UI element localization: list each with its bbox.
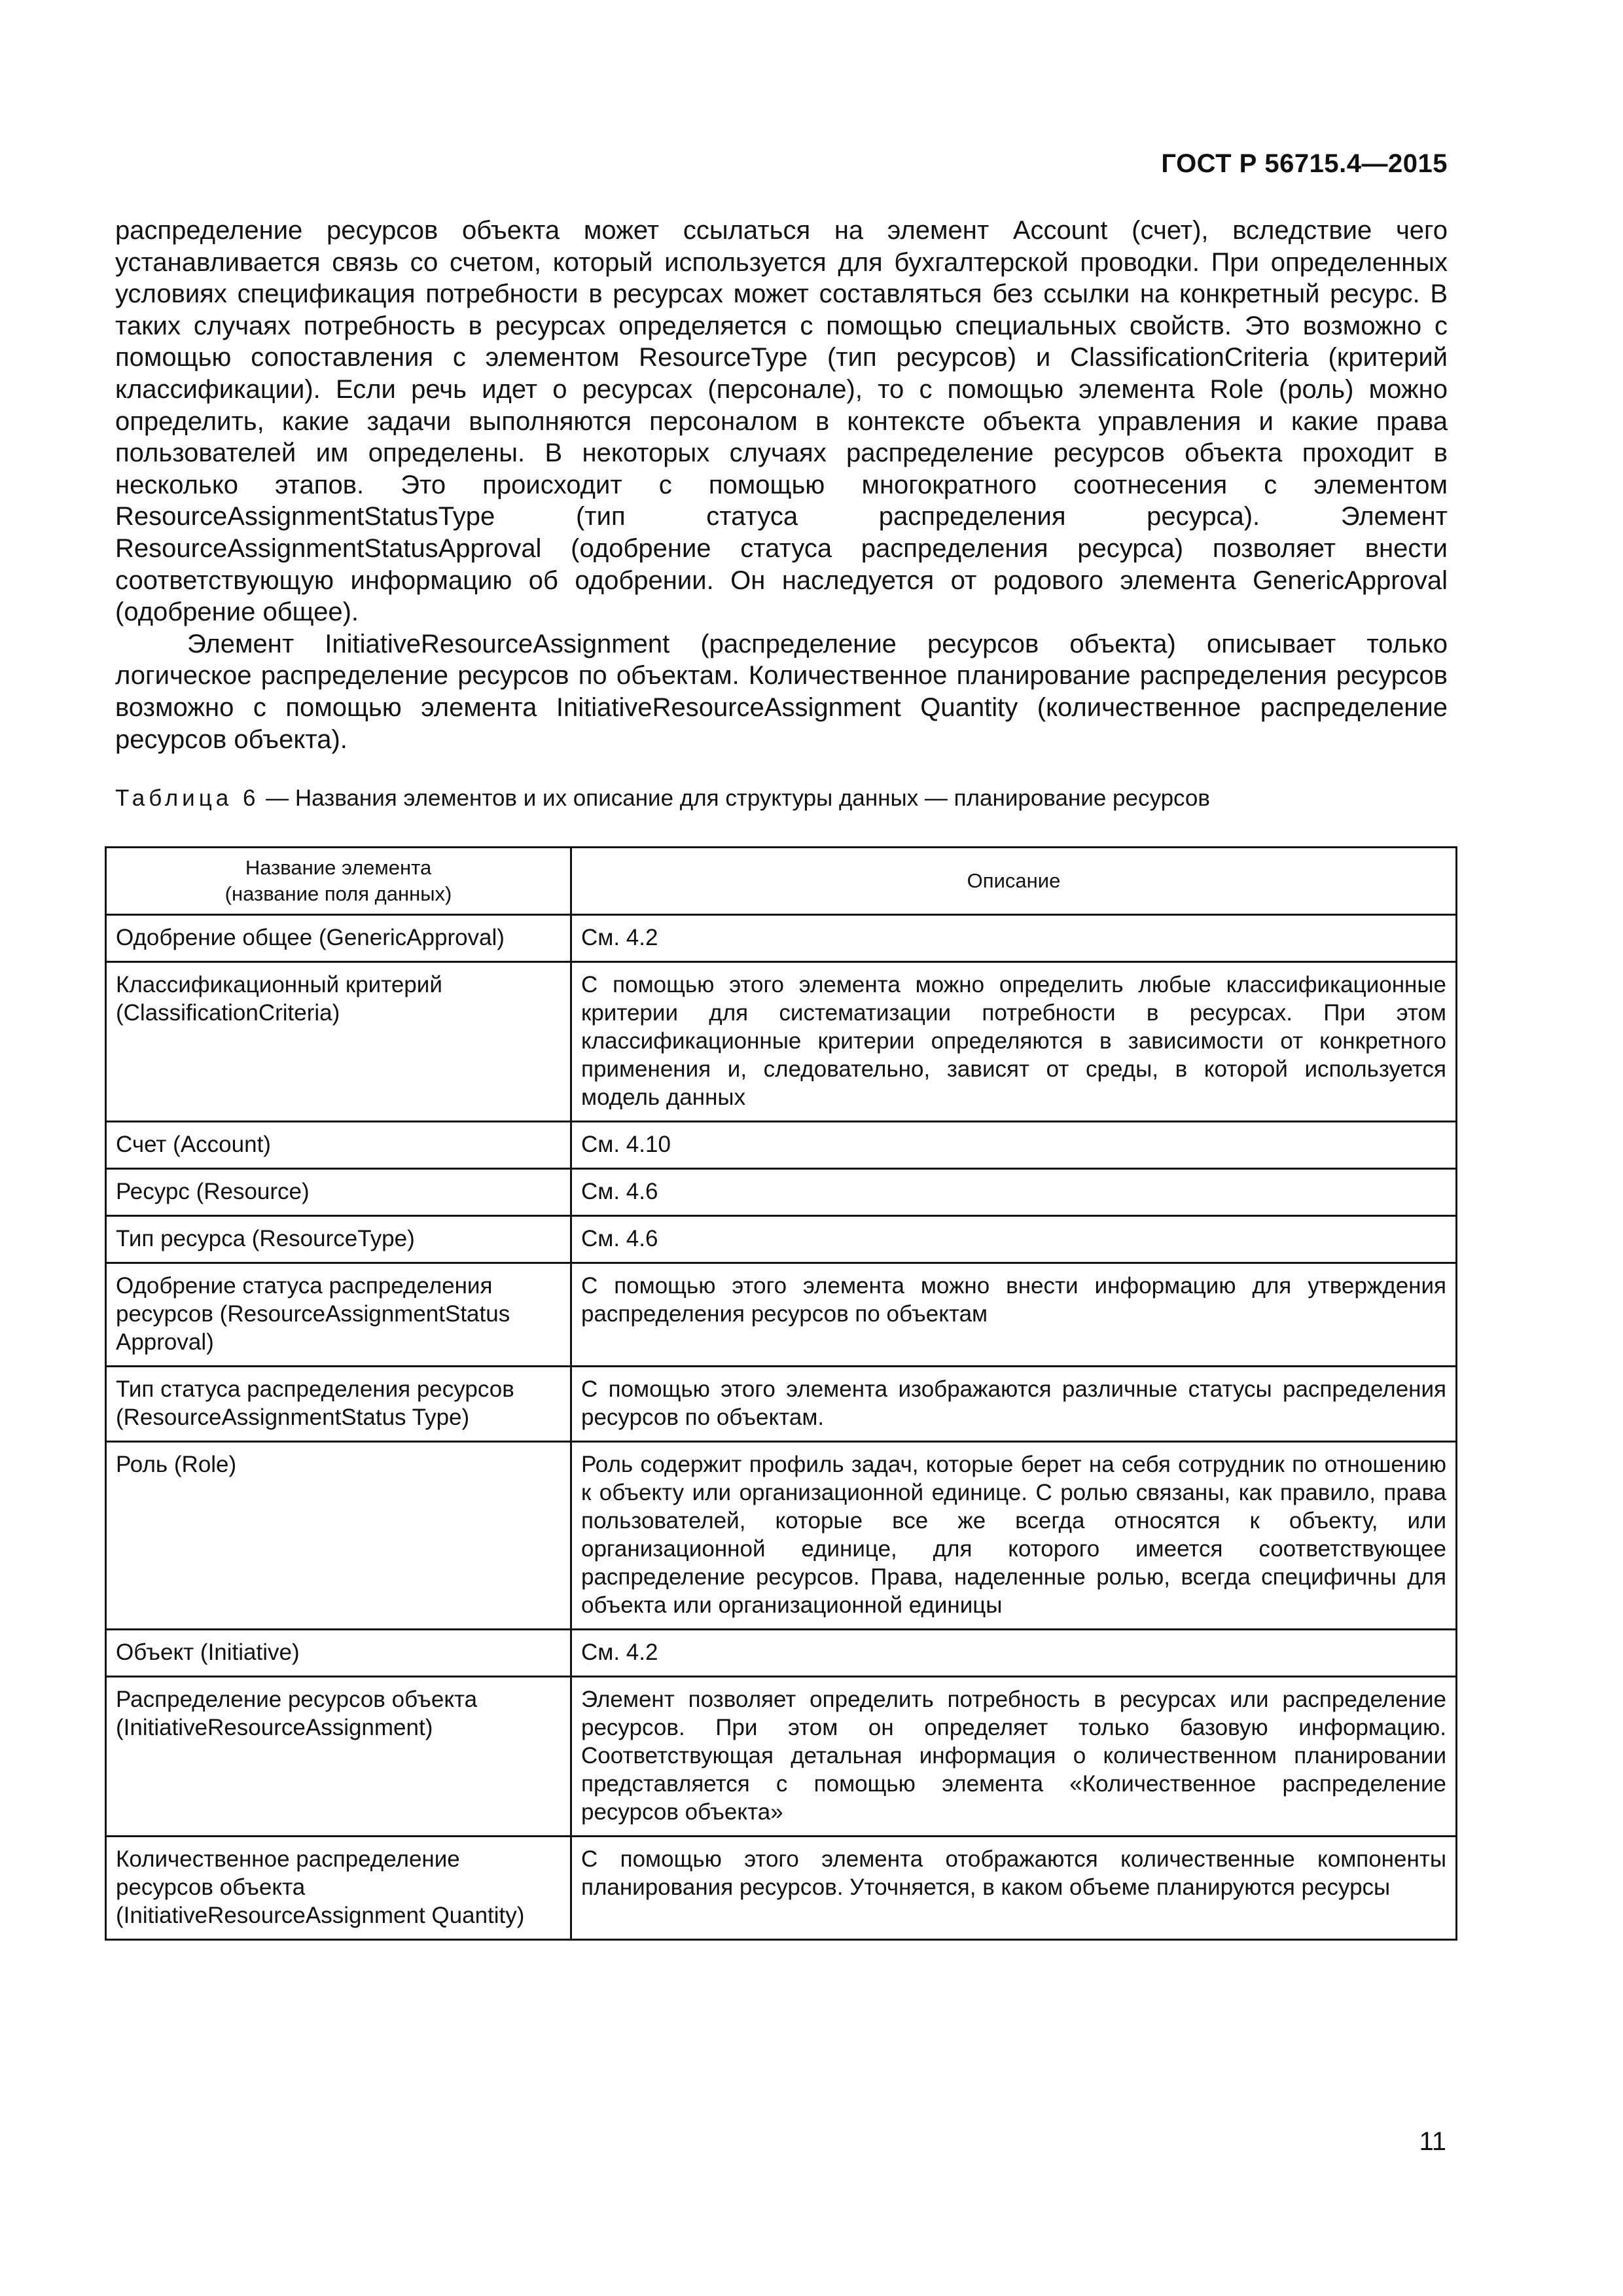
- table-caption-text: — Названия элементов и их описание для структуры данных — планирование ресурсов: [259, 785, 1210, 811]
- table-header-row: [106, 848, 1457, 915]
- element-description-cell: С помощью этого элемента отображаются количественные компоненты планирования ресурсов. Уточняется, в каком объеме планируются ресурсы: [571, 1837, 1457, 1940]
- column-header-description: Описание: [571, 848, 1457, 915]
- element-name-cell: Одобрение статуса распределения ресурсов (ResourceAssignmentStatus Approval): [106, 1263, 571, 1367]
- table-row: [106, 1263, 1457, 1367]
- element-description-cell: С помощью этого элемента можно внести информацию для утверждения распределения ресурсов по объектам: [571, 1263, 1457, 1367]
- element-name-cell: Роль (Role): [106, 1442, 571, 1630]
- element-name-cell: Распределение ресурсов объекта (InitiativeResourceAssignment): [106, 1677, 571, 1837]
- element-description-cell: С помощью этого элемента изображаются различные статусы распределения ресурсов по объектам.: [571, 1367, 1457, 1442]
- document-standard-header: ГОСТ Р 56715.4—2015: [1161, 149, 1448, 178]
- element-name-cell: Тип статуса распределения ресурсов (ResourceAssignmentStatus Type): [106, 1367, 571, 1442]
- element-description-cell: См. 4.2: [571, 915, 1457, 962]
- element-name-cell: Ресурс (Resource): [106, 1169, 571, 1216]
- element-name-cell: Классификационный критерий (ClassificationCriteria): [106, 962, 571, 1122]
- table-row: [106, 962, 1457, 1122]
- element-description-cell: См. 4.6: [571, 1169, 1457, 1216]
- table-caption-label: Таблица 6: [115, 785, 260, 811]
- element-description-cell: См. 4.2: [571, 1630, 1457, 1677]
- column-header-name: Название элемента (название поля данных): [106, 848, 571, 915]
- page-number: 11: [1419, 2127, 1446, 2156]
- table-row: [106, 1169, 1457, 1216]
- table-row: [106, 915, 1457, 962]
- table-row: [106, 1837, 1457, 1940]
- element-name-cell: Тип ресурса (ResourceType): [106, 1216, 571, 1263]
- element-description-cell: См. 4.6: [571, 1216, 1457, 1263]
- element-name-cell: Счет (Account): [106, 1122, 571, 1169]
- element-description-cell: С помощью этого элемента можно определить любые классификационные критерии для систематизации потребности в ресурсах. При этом классификационные критерии определяются в зависимости от конкретного применения и, следовательно, зависят от среды, в которой используется модель данных: [571, 962, 1457, 1122]
- element-name-cell: Объект (Initiative): [106, 1630, 571, 1677]
- table-row: [106, 1216, 1457, 1263]
- table-row: [106, 1677, 1457, 1837]
- body-paragraph-1: распределение ресурсов объекта может ссылаться на элемент Account (счет), вследствие чего устанавливается связь со счетом, который используется для бухгалтерской проводки. При определенных условиях спецификация потребности в ресурсах может составляться без ссылки на конкретный ресурс. В таких случаях потребность в ресурсах определяется с помощью специальных свойств. Это возможно с помощью сопоставления с элементом ResourceType (тип ресурсов) и ClassificationCriteria (критерий классификации). Если речь идет о ресурсах (персонале), то с помощью элемента Role (роль) можно определить, какие задачи выполняются персоналом в контексте объекта управления и какие права пользователей им определены. В некоторых случаях распределение ресурсов объекта проходит в несколько этапов. Это происходит с помощью многократного соотнесения с элементом ResourceAssignmentStatusType (тип статуса распределения ресурса). Элемент ResourceAssignmentStatusApproval (одобрение статуса распределения ресурса) позволяет внести соответствующую информацию об одобрении. Он наследуется от родового элемента GenericApproval (одобрение общее).: [115, 216, 1448, 627]
- element-description-cell: Роль содержит профиль задач, которые берет на себя сотрудник по отношению к объекту или организационной единице. С ролью связаны, как правило, права пользователей, которые все же всегда относятся к объекту, или организационной единице, для которого имеется соответствующее распределение ресурсов. Права, наделенные ролью, всегда специфичны для объекта или организационной единицы: [571, 1442, 1457, 1630]
- resource-planning-table: [105, 846, 1457, 1941]
- element-description-cell: Элемент позволяет определить потребность в ресурсах или распределение ресурсов. При этом он определяет только базовую информацию. Соответствующая детальная информация о количественном планировании представляется с помощью элемента «Количественное распределение ресурсов объекта»: [571, 1677, 1457, 1837]
- table-row: [106, 1630, 1457, 1677]
- element-description-cell: См. 4.10: [571, 1122, 1457, 1169]
- body-text: [115, 215, 1448, 755]
- table-row: [106, 1367, 1457, 1442]
- body-paragraph-2: Элемент InitiativeResourceAssignment (распределение ресурсов объекта) описывает только логическое распределение ресурсов по объектам. Количественное планирование распределения ресурсов возможно с помощью элемента InitiativeResourceAssignment Quantity (количественное распределение ресурсов объекта).: [115, 629, 1448, 754]
- element-name-cell: Одобрение общее (GenericApproval): [106, 915, 571, 962]
- table-row: [106, 1122, 1457, 1169]
- table-row: [106, 1442, 1457, 1630]
- element-name-cell: Количественное распределение ресурсов объекта (InitiativeResourceAssignment Quantity): [106, 1837, 571, 1940]
- table-caption: [115, 784, 1450, 813]
